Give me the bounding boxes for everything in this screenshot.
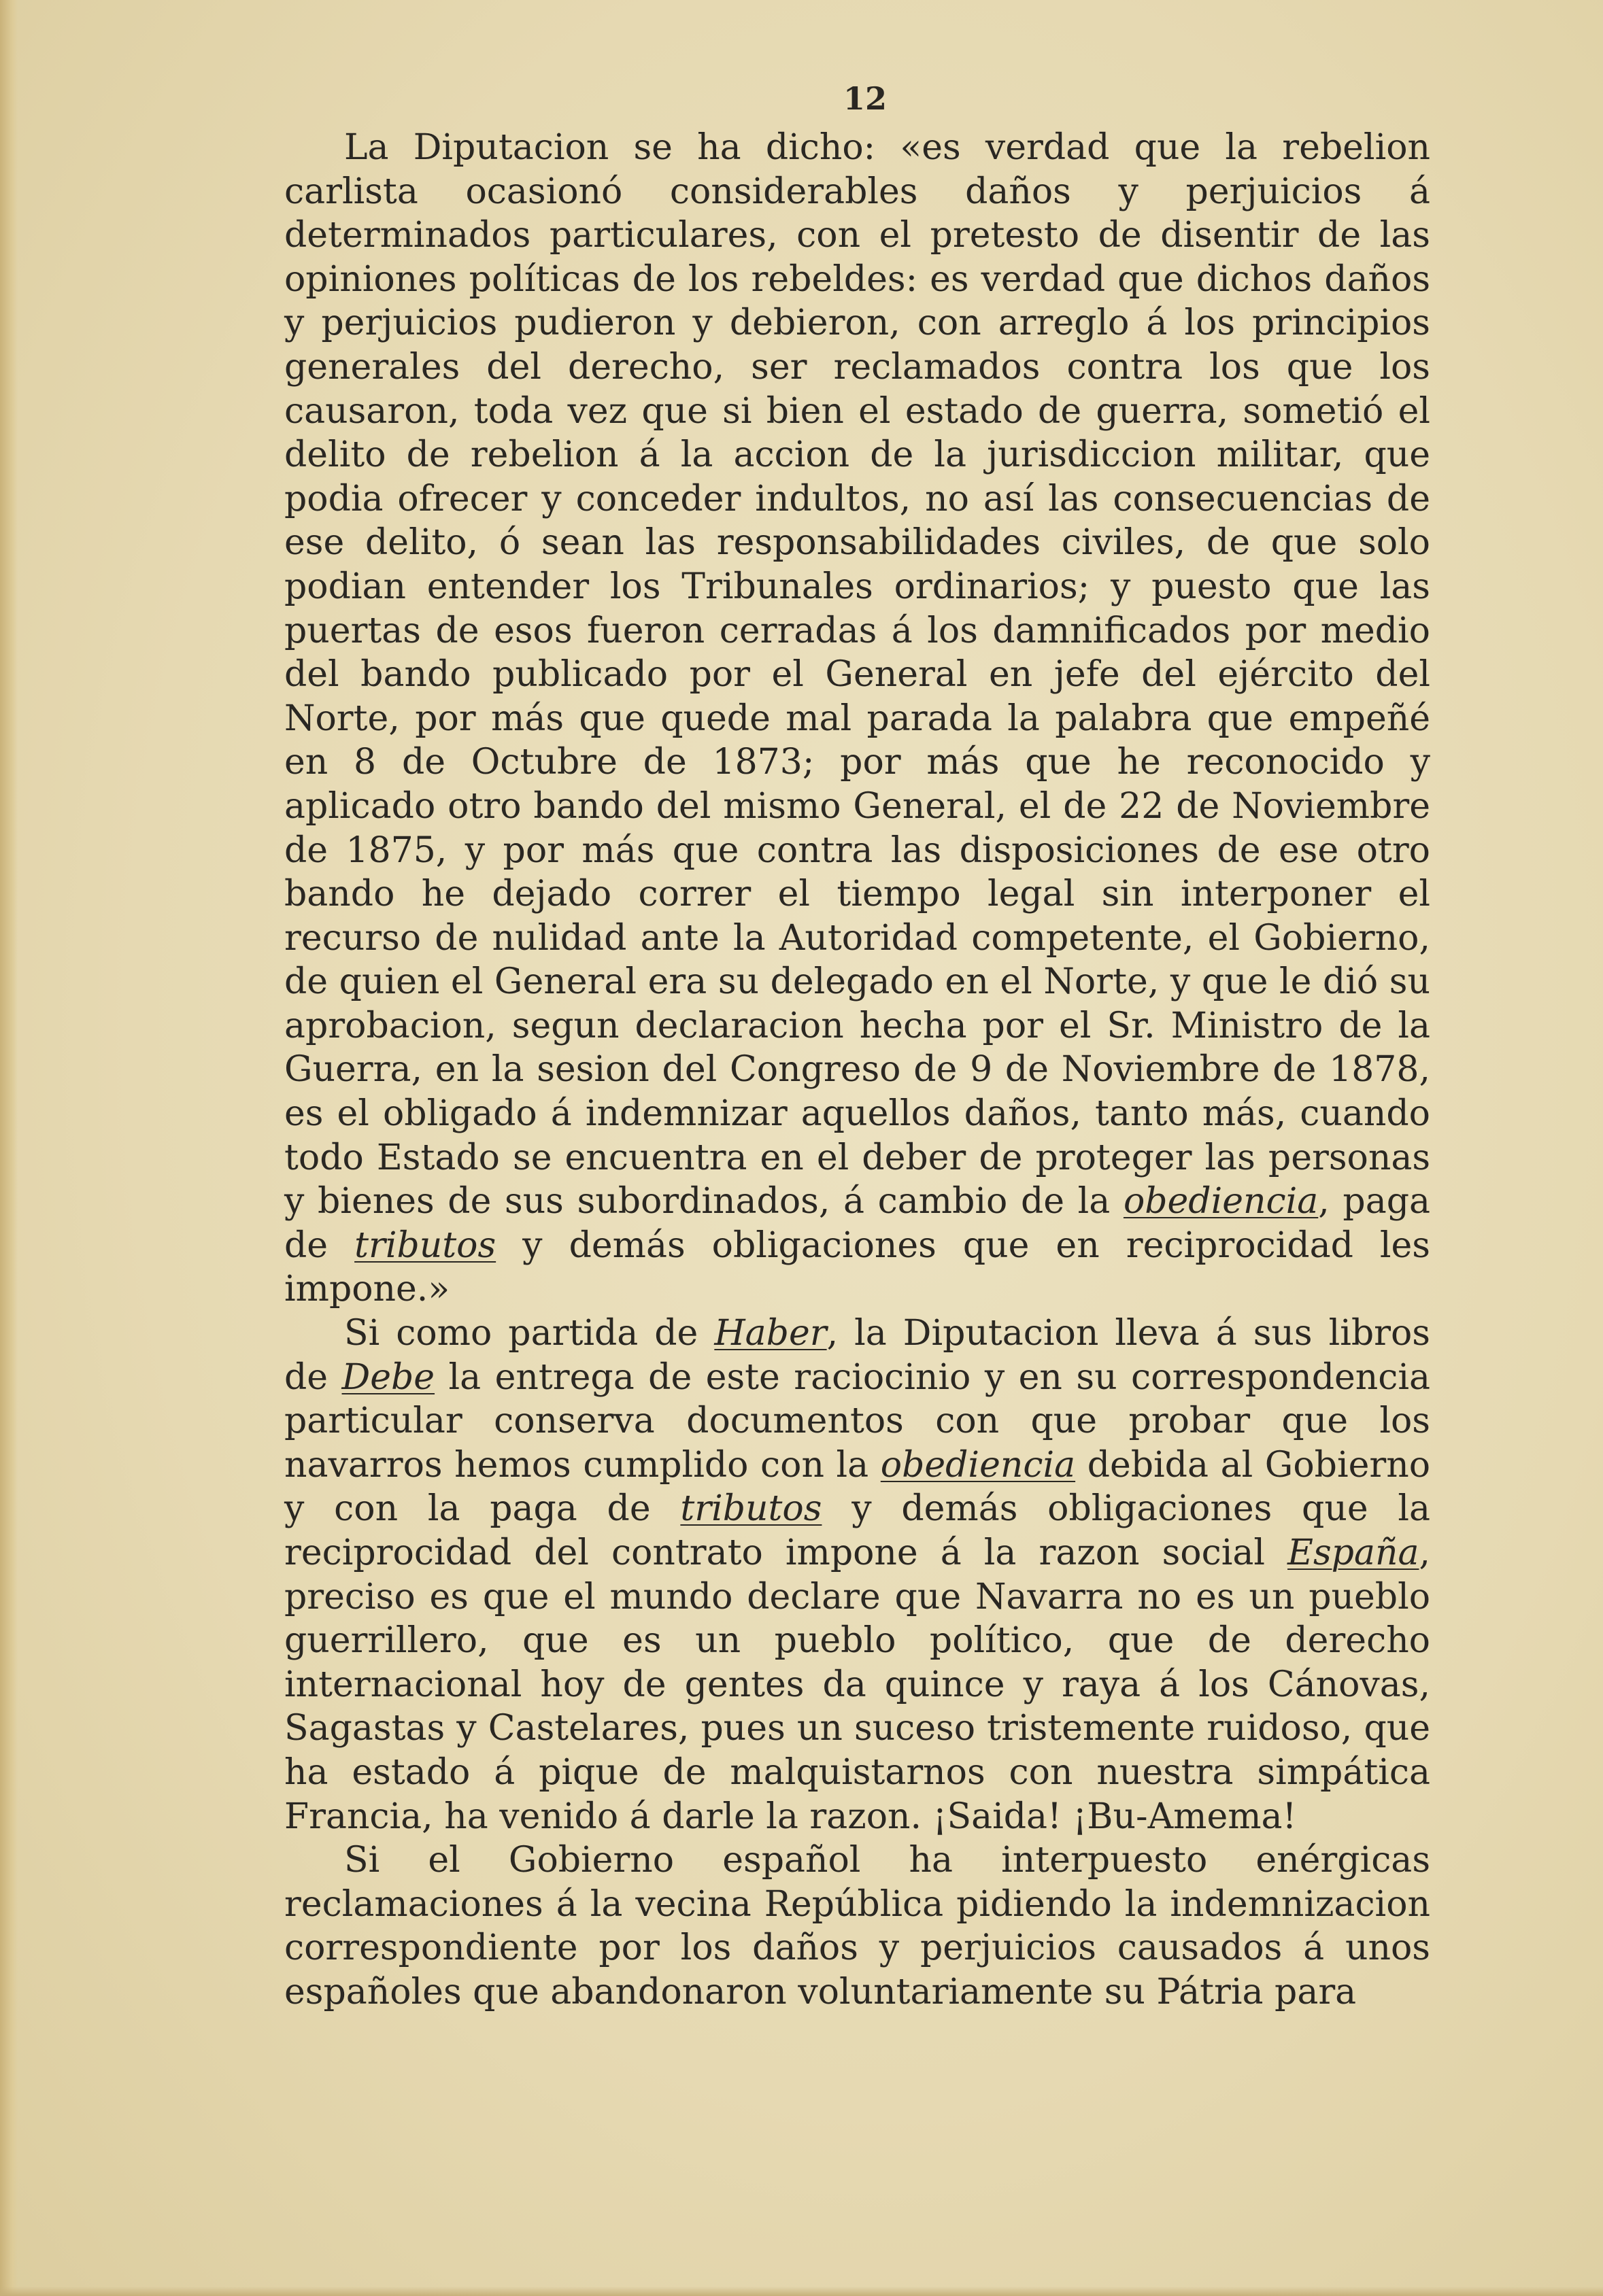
page-left-edge (0, 0, 18, 2296)
paragraph (284, 1312, 1430, 1838)
text-run: la entrega de este raciocinio y en su correspondencia particular conserva documentos con que probar que los navarros hemos cumplido con la (284, 1356, 1431, 1486)
paragraph (284, 1838, 1430, 2014)
italic-term: obediencia (1123, 1181, 1319, 1222)
text-run: , paga de (284, 1181, 1431, 1266)
text-run: Si el Gobierno español ha interpuesto enérgicas reclamaciones á la vecina República pidiendo la indemnizacion correspondiente por los daños y perjuicios causados á unos españoles que abandonaron voluntariamente su Pátria para (284, 1840, 1430, 2012)
text-run: , la Diputacion lleva á sus libros de (284, 1313, 1430, 1398)
text-run: debida al Gobierno y con la paga de (284, 1444, 1430, 1530)
page-bottom-edge (0, 2286, 1603, 2296)
text-run: La Diputacion se ha dicho: «es verdad que la rebelion carlista ocasionó considerables daños y perjuicios á determinados particulares, con el pretesto de disentir de las opiniones políticas de los rebeldes: es verdad que dichos daños y perjuicios pudieron y debieron, con arreglo á los principios generales del derecho, ser reclamados contra los que los causaron, toda vez que si bien el estado de guerra, sometió el delito de rebelion á la accion de la jurisdiccion militar, que podia ofrecer y conceder indultos, no así las consecuencias de ese delito, ó sean las responsabilidades civiles, de que solo podian entender los Tribunales ordinarios; y puesto que las puertas de esos fueron cerradas á los damnificados por medio del bando publicado por el General en jefe del ejército del Norte, por más que quede mal parada la palabra que empeñé en 8 de Octubre de 1873; por más que he reconocido y aplicado otro bando del mismo General, el de 22 de Noviembre de 1875, y por más que contra las disposiciones de ese otro bando he dejado correr el tiempo legal sin interponer el recurso de nulidad ante la Autoridad competente, el Gobierno, de quien el General era su delegado en el Norte, y que le dió su aprobacion, segun declaracion hecha por el Sr. Ministro de la Guerra, en la sesion del Congreso de 9 de Noviembre de 1878, es el obligado á indemnizar aquellos daños, tanto más, cuando todo Estado se encuentra en el deber de proteger las personas y bienes de sus subordinados, á cambio de la (284, 127, 1430, 1222)
italic-term: tributos (354, 1224, 496, 1266)
italic-term: Debe (341, 1356, 435, 1398)
italic-term: España (1287, 1532, 1419, 1573)
page-number: 12 (843, 80, 888, 117)
text-run: y demás obligaciones que la reciprocidad del contrato impone á la razon social (284, 1488, 1431, 1573)
italic-term: tributos (680, 1488, 822, 1530)
text-run: y demás obligaciones que en reciprocidad les impone.» (284, 1224, 1430, 1310)
italic-term: Haber (714, 1313, 827, 1354)
text-run: , preciso es que el mundo declare que Navarra no es un pueblo guerrillero, que es un pueblo político, que de derecho internacional hoy de gentes da quince y raya á los Cánovas, Sagastas y Castelares, pues un suceso tristemente ruidoso, que ha estado á pique de malquistarnos con nuestra simpática Francia, ha venido á darle la razon. ¡Saida! ¡Bu-Amema! (284, 1532, 1430, 1837)
body-text (284, 126, 1430, 2015)
italic-term: obediencia (880, 1444, 1076, 1486)
text-run: Si como partida de (344, 1313, 715, 1354)
paragraph (284, 126, 1430, 1312)
